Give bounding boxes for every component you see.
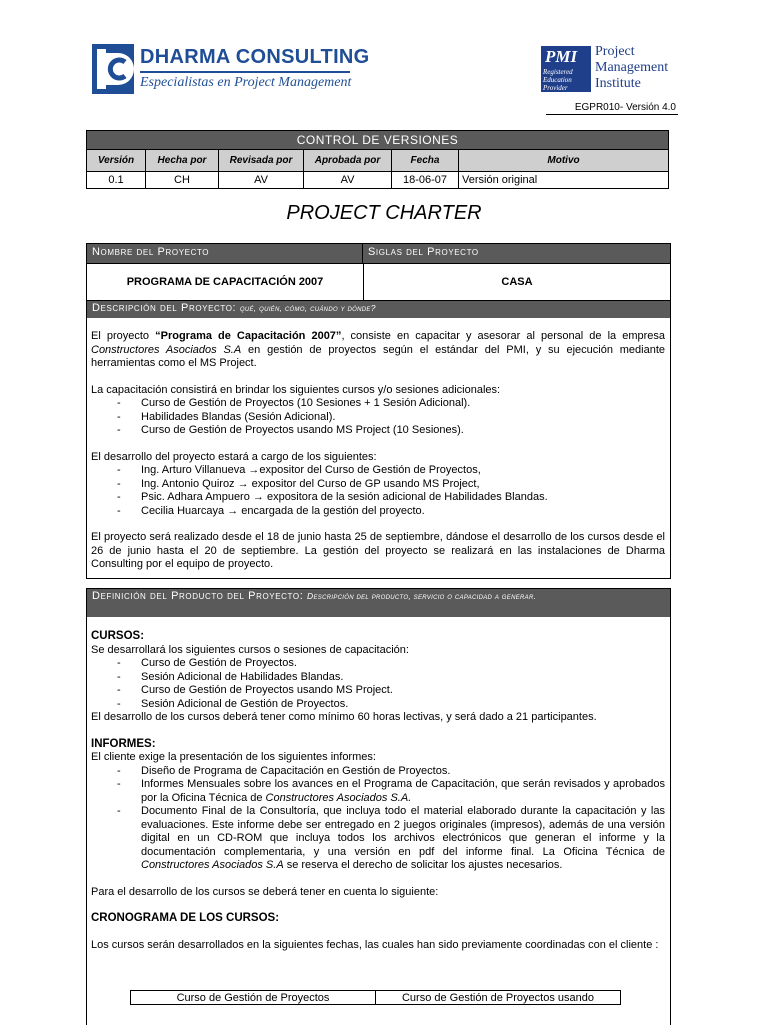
document-id-underline [546,114,678,115]
list-item: - Documento Final de la Consultoría, que incluya todo el material elaborado durante la capacitación y las evaluaciones. Este informe debe ser entregado en 2 juegos originales (impresos), además de una versión digital en un CD-ROM que incluya todos los archivos electrónicos que generan el informe y la documentación complementaria, y una versión en pdf del informe final. La Oficina Técnica de Constructores Asociados S.A se reserva el derecho de solicitar los ajustes necesarios. [117,805,665,871]
list-item: - Habilidades Blandas (Sesión Adicional). [117,410,336,423]
list-item-text: Documento Final de la Consultoría, que incluya todo el material elaborado durante la capacitación y las evaluaciones. Este informe debe ser entregado en 2 juegos originales (impresos), además de una versión digital en un CD-ROM que incluya todos los archivos electrónicos que generan el informe y la documentación complementaria, y una versión en pdf del informe final. La Oficina Técnica de [141,805,665,858]
definition-paragraph: Los cursos serán desarrollados en la siguientes fechas, las cuales han sido previamente coordinadas con el cliente : [91,938,659,951]
table-cell: 18-06-07 [392,172,459,189]
description-paragraph: El desarrollo del proyecto estará a cargo de los siguientes: [91,450,377,463]
description-paragraph [91,330,665,371]
pmi-registered-text [543,68,573,92]
description-paragraph: El proyecto será realizado desde el 18 de junio hasta 25 de septiembre, dándose el desarrollo de los cursos desde el 26 de junio hasta el 20 de septiembre. La gestión del proyecto se realizará en las instalaciones de Dharma Consulting por el equipo de proyecto. [91,531,665,570]
list-item: - Cecilia Huarcaya → encargada de la gestión del proyecto. [117,504,425,517]
description-body [87,318,670,572]
list-item-text: Curso de Gestión de Proyectos (10 Sesiones + 1 Sesión Adicional). [141,397,471,409]
list-item: - Curso de Gestión de Proyectos usando MS Project (10 Sesiones). [117,424,464,436]
pmi-sub-line: Registered [543,68,573,76]
project-name-inline: “Programa de Capacitación 2007” [155,330,342,342]
project-acronym-label: Siglas del Proyecto [363,244,670,263]
list-item-text: se reserva el derecho de solicitar los ajustes necesarios. [283,859,563,871]
list-item-text: Curso de Gestión de Proyectos usando MS Project (10 Sesiones). [141,424,464,436]
product-definition-box [86,588,671,1025]
description-header [87,300,670,318]
definition-header [87,589,670,617]
project-description-box [86,243,671,579]
project-name-row [87,263,670,300]
company-tagline: Especialistas en Project Management [140,75,352,90]
list-item-text: Habilidades Blandas (Sesión Adicional). [141,410,336,423]
document-id: EGPR010- Versión 4.0 [574,102,676,113]
project-acronym: CASA [501,276,533,288]
definition-paragraph: El desarrollo de los cursos deberá tener como mínimo 60 horas lectivas, y será dado a 21 participantes. [91,711,597,723]
project-name-header [87,244,670,263]
pmi-sub-line: Provider [543,84,568,92]
definition-label: Definición del Producto del Proyecto: [92,590,304,602]
list-item-text: Curso de Gestión de Proyectos usando MS Project. [141,684,393,696]
table-cell: AV [219,172,304,189]
schedule-table [130,990,621,1005]
list-item-text: Cecilia Huarcaya → encargada de la gestión del proyecto. [141,504,425,517]
company-name: DHARMA CONSULTING [140,46,370,68]
column-header: Curso de Gestión de Proyectos usando [376,991,621,1005]
column-header: Hecha por [146,150,219,172]
pmi-name-line: Institute [595,76,641,91]
text-run: , consiste en capacitar y asesorar al personal de la empresa [341,330,665,342]
svg-text:PMI: PMI [545,47,578,66]
section-heading: CURSOS: [91,630,145,642]
table-cell: AV [304,172,392,189]
list-item: - Sesión Adicional de Gestión de Proyectos. [117,697,349,710]
table-row [131,991,621,1005]
project-name-label: Nombre del Proyecto [87,244,363,263]
list-item: - Curso de Gestión de Proyectos. [117,657,297,669]
list-item-text: Informes Mensuales sobre los avances en el Programa de Capacitación, que serán revisados y aprobados por la Oficina Técnica de [141,778,665,804]
list-item-text: Sesión Adicional de Habilidades Blandas. [141,670,344,683]
dharma-consulting-logo [92,44,134,94]
column-header: Versión [87,150,146,172]
pmi-name-line: Project [595,44,635,59]
pmi-sub-line: Education [543,76,572,84]
definition-paragraph: Para el desarrollo de los cursos se deberá tener en cuenta lo siguiente: [91,885,439,898]
list-item: - Psic. Adhara Ampuero → expositora de la sesión adicional de Habilidades Blandas. [117,491,548,503]
version-table-caption: CONTROL DE VERSIONES [87,131,669,150]
definition-body [87,617,670,952]
definition-paragraph: Se desarrollará los siguientes cursos o sesiones de capacitación: [91,643,409,656]
list-item-text: Curso de Gestión de Proyectos. [141,657,297,669]
client-name-inline: Constructores Asociados S.A [141,859,284,871]
column-header: Revisada por [219,150,304,172]
list-item: - Sesión Adicional de Habilidades Blandas. [117,670,344,683]
company-divider [140,71,350,73]
table-cell: 0.1 [87,172,146,189]
section-heading: INFORMES: [91,737,156,750]
list-item-text: Ing. Antonio Quiroz → expositor del Curso de GP usando MS Project, [141,477,480,490]
description-hint: qué, quién, cómo, cuándo y dónde? [239,303,376,313]
column-header: Aprobada por [304,150,392,172]
text-run: en gestión de proyectos según el estándar del PMI, y su ejecución mediante herramientas como el MS Project. [91,343,666,369]
list-item: - Ing. Arturo Villanueva →expositor del Curso de Gestión de Proyectos, [117,464,481,476]
table-cell: Versión original [459,172,669,189]
table-cell: CH [146,172,219,189]
pmi-name-line: Management [595,60,669,75]
project-name: PROGRAMA DE CAPACITACIÓN 2007 [87,264,364,300]
list-item-text: Ing. Arturo Villanueva →expositor del Curso de Gestión de Proyectos, [141,464,481,476]
list-item: - Ing. Antonio Quiroz → expositor del Curso de GP usando MS Project, [117,477,480,490]
list-item-text: Psic. Adhara Ampuero → expositora de la sesión adicional de Habilidades Blandas. [141,491,548,503]
description-paragraph: La capacitación consistirá en brindar los siguientes cursos y/o sesiones adicionales: [91,383,501,396]
definition-hint: Descripción del producto, servicio o capacidad a generar. [307,591,537,601]
pmi-name [595,44,668,92]
client-name-inline: Constructores Asociados S.A [91,343,242,356]
text-run: El proyecto [91,330,156,342]
list-item: - Diseño de Programa de Capacitación en Gestión de Proyectos. [117,764,451,777]
version-control-table [86,130,669,189]
table-row [87,172,669,189]
list-item: - Informes Mensuales sobre los avances en el Programa de Capacitación, que serán revisados y aprobados por la Oficina Técnica de Constructores Asociados S.A. [117,778,665,804]
column-header: Motivo [459,150,669,172]
list-item: - Curso de Gestión de Proyectos (10 Sesiones + 1 Sesión Adicional). [117,397,471,409]
column-header: Curso de Gestión de Proyectos [131,991,376,1005]
list-item-text: Sesión Adicional de Gestión de Proyectos. [141,697,349,710]
list-item: - Curso de Gestión de Proyectos usando MS Project. [117,684,393,696]
description-label: Descripción del Proyecto: [92,302,237,314]
document-title: PROJECT CHARTER [286,202,482,224]
list-item-text: Diseño de Programa de Capacitación en Gestión de Proyectos. [141,764,451,777]
section-heading: CRONOGRAMA DE LOS CURSOS: [91,912,280,924]
client-name-inline: Constructores Asociados S.A. [265,791,412,804]
column-header: Fecha [392,150,459,172]
definition-paragraph: El cliente exige la presentación de los siguientes informes: [91,751,376,763]
